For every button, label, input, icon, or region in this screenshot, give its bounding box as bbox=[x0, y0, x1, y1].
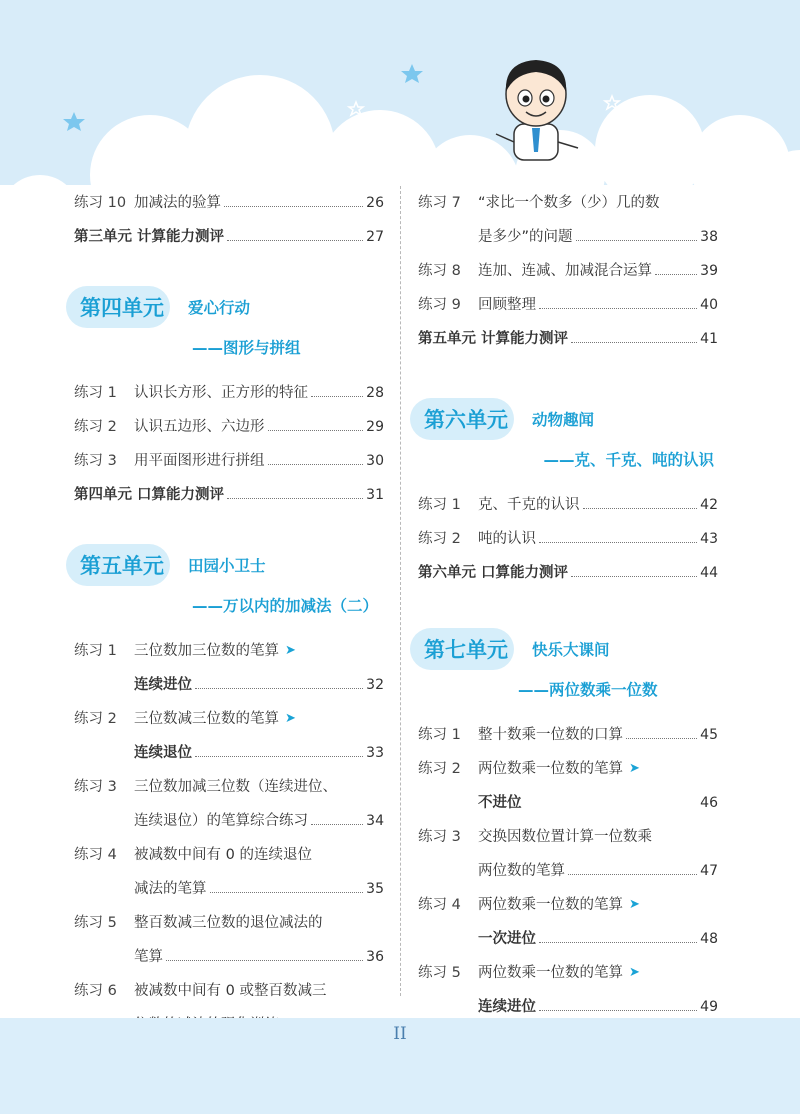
toc-entry[interactable] bbox=[74, 444, 384, 478]
dot-leader bbox=[268, 430, 364, 431]
toc-entry[interactable] bbox=[74, 410, 384, 444]
toc-entry[interactable] bbox=[74, 906, 384, 940]
exercise-title: 克、千克的认识 bbox=[478, 497, 580, 513]
toc-entry[interactable] bbox=[74, 702, 384, 736]
unit-test-entry[interactable] bbox=[74, 220, 384, 254]
exercise-label: 练习 9 bbox=[418, 297, 461, 313]
unit-badge: 第七单元 bbox=[418, 630, 518, 668]
exercise-title: 加减法的验算 bbox=[134, 195, 221, 211]
page-number: 39 bbox=[700, 263, 718, 279]
exercise-label: 练习 4 bbox=[418, 897, 461, 913]
toc-entry-continuation[interactable] bbox=[74, 736, 384, 770]
unit-title: 快乐大课间 bbox=[532, 641, 610, 659]
page-number: 48 bbox=[700, 931, 718, 947]
toc-entry-continuation[interactable] bbox=[74, 804, 384, 838]
page-number: 44 bbox=[700, 565, 718, 581]
dot-leader bbox=[576, 240, 698, 241]
exercise-subtitle: 一次进位 bbox=[478, 931, 536, 947]
toc-entry[interactable] bbox=[418, 488, 718, 522]
exercise-label: 练习 3 bbox=[74, 779, 117, 795]
exercise-title: 整十数乘一位数的口算 bbox=[478, 727, 623, 743]
toc-entry[interactable] bbox=[74, 634, 384, 668]
unit-badge: 第五单元 bbox=[74, 546, 174, 584]
unit-test-title: 第六单元 口算能力测评 bbox=[418, 565, 569, 581]
exercise-title: 连加、连减、加减混合运算 bbox=[478, 263, 652, 279]
unit-test-entry[interactable] bbox=[418, 556, 718, 590]
exercise-label: 练习 2 bbox=[74, 419, 117, 435]
toc-entry[interactable] bbox=[418, 820, 718, 854]
toc-entry[interactable] bbox=[418, 718, 718, 752]
arrow-icon: ➤ bbox=[629, 897, 640, 912]
dot-leader bbox=[227, 498, 363, 499]
toc-entry[interactable] bbox=[74, 770, 384, 804]
toc-entry[interactable] bbox=[74, 838, 384, 872]
unit-test-entry[interactable] bbox=[418, 322, 718, 356]
exercise-title: 两位数乘一位数的笔算 bbox=[478, 897, 623, 913]
exercise-label: 练习 2 bbox=[418, 761, 461, 777]
exercise-label: 练习 10 bbox=[74, 195, 127, 211]
dot-leader bbox=[655, 274, 697, 275]
unit-subtitle: ——万以内的加减法（二） bbox=[192, 597, 379, 615]
exercise-subtitle: 连续进位 bbox=[134, 677, 192, 693]
toc-entry[interactable] bbox=[74, 974, 384, 1008]
exercise-title: “求比一个数多（少）几的数 bbox=[478, 195, 660, 211]
toc-entry-continuation[interactable] bbox=[418, 786, 718, 820]
page-number: 41 bbox=[700, 331, 718, 347]
unit-subtitle: ——图形与拼组 bbox=[192, 339, 301, 357]
exercise-title: 被减数中间有 0 的连续退位 bbox=[134, 847, 312, 863]
unit-badge: 第六单元 bbox=[418, 400, 518, 438]
dot-leader bbox=[571, 342, 697, 343]
exercise-label: 练习 1 bbox=[418, 497, 461, 513]
exercise-label: 练习 5 bbox=[418, 965, 461, 981]
exercise-title: 两位数乘一位数的笔算 bbox=[478, 761, 623, 777]
exercise-title: 三位数加减三位数（连续进位、 bbox=[134, 779, 337, 795]
dot-leader bbox=[583, 508, 698, 509]
dot-leader bbox=[311, 396, 363, 397]
exercise-label: 练习 1 bbox=[74, 385, 117, 401]
toc-entry-continuation[interactable] bbox=[74, 872, 384, 906]
unit-test-entry[interactable] bbox=[74, 478, 384, 512]
dot-leader bbox=[539, 1010, 697, 1011]
toc-entry[interactable] bbox=[418, 254, 718, 288]
exercise-title: 吨的认识 bbox=[478, 531, 536, 547]
exercise-title: 被减数中间有 0 或整百数减三 bbox=[134, 983, 327, 999]
exercise-title: 三位数加三位数的笔算 bbox=[134, 643, 279, 659]
page-number: 27 bbox=[366, 229, 384, 245]
dot-leader bbox=[268, 464, 364, 465]
exercise-subtitle: 不进位 bbox=[478, 795, 522, 811]
page-number: 30 bbox=[366, 453, 384, 469]
footer-page-number: II bbox=[393, 1024, 407, 1044]
page-number: 38 bbox=[700, 229, 718, 245]
toc-entry[interactable] bbox=[418, 288, 718, 322]
unit-test-title: 第三单元 计算能力测评 bbox=[74, 229, 225, 245]
exercise-title: 两位数乘一位数的笔算 bbox=[478, 965, 623, 981]
page-number: 36 bbox=[366, 949, 384, 965]
exercise-label: 练习 6 bbox=[74, 983, 117, 999]
unit-title: 爱心行动 bbox=[188, 299, 251, 317]
dot-leader bbox=[311, 824, 363, 825]
page-number: 26 bbox=[366, 195, 384, 211]
page-number: 49 bbox=[700, 999, 718, 1015]
exercise-title-cont: 是多少”的问题 bbox=[478, 229, 573, 245]
page-number: 32 bbox=[366, 677, 384, 693]
dot-leader bbox=[626, 738, 697, 739]
exercise-label: 练习 3 bbox=[418, 829, 461, 845]
dot-leader bbox=[571, 576, 697, 577]
exercise-label: 练习 8 bbox=[418, 263, 461, 279]
exercise-title-cont: 笔算 bbox=[134, 949, 163, 965]
toc-entry-continuation[interactable] bbox=[418, 922, 718, 956]
dot-leader bbox=[539, 542, 697, 543]
toc-entry-continuation[interactable] bbox=[74, 940, 384, 974]
exercise-subtitle: 连续进位 bbox=[478, 999, 536, 1015]
exercise-title-cont: 减法的笔算 bbox=[134, 881, 207, 897]
toc-entry[interactable] bbox=[74, 376, 384, 410]
dot-leader bbox=[195, 688, 363, 689]
exercise-title: 三位数减三位数的笔算 bbox=[134, 711, 279, 727]
exercise-title-cont: 连续退位）的笔算综合练习 bbox=[134, 813, 308, 829]
unit-heading bbox=[418, 396, 718, 442]
unit-subtitle: ——克、千克、吨的认识 bbox=[543, 451, 714, 469]
arrow-icon: ➤ bbox=[629, 761, 640, 776]
exercise-subtitle: 连续退位 bbox=[134, 745, 192, 761]
toc-entry[interactable] bbox=[74, 186, 384, 220]
unit-title: 田园小卫士 bbox=[188, 557, 266, 575]
page-number: 47 bbox=[700, 863, 718, 879]
unit-subtitle: ——两位数乘一位数 bbox=[518, 681, 658, 699]
exercise-title-cont: 两位数的笔算 bbox=[478, 863, 565, 879]
dot-leader bbox=[224, 206, 363, 207]
toc-entry[interactable] bbox=[418, 522, 718, 556]
page-number: 35 bbox=[366, 881, 384, 897]
exercise-label: 练习 3 bbox=[74, 453, 117, 469]
page-number: 28 bbox=[366, 385, 384, 401]
toc-entry[interactable] bbox=[418, 752, 718, 786]
toc-entry[interactable] bbox=[418, 186, 718, 220]
page-number: 42 bbox=[700, 497, 718, 513]
arrow-icon: ➤ bbox=[285, 643, 296, 658]
exercise-label: 练习 5 bbox=[74, 915, 117, 931]
unit-test-title: 第五单元 计算能力测评 bbox=[418, 331, 569, 347]
dot-leader bbox=[568, 874, 697, 875]
boy-mascot-illustration bbox=[486, 52, 586, 162]
page-number: 40 bbox=[700, 297, 718, 313]
exercise-label: 练习 4 bbox=[74, 847, 117, 863]
toc-entry-continuation[interactable] bbox=[418, 220, 718, 254]
unit-badge: 第四单元 bbox=[74, 288, 174, 326]
page-number: 31 bbox=[366, 487, 384, 503]
exercise-label: 练习 2 bbox=[418, 531, 461, 547]
toc-entry[interactable] bbox=[418, 888, 718, 922]
unit-heading bbox=[74, 284, 384, 330]
page-number: 33 bbox=[366, 745, 384, 761]
dot-leader bbox=[195, 756, 363, 757]
unit-title: 动物趣闻 bbox=[532, 411, 595, 429]
dot-leader bbox=[210, 892, 364, 893]
toc-entry[interactable] bbox=[418, 956, 718, 990]
arrow-icon: ➤ bbox=[285, 711, 296, 726]
exercise-title: 认识长方形、正方形的特征 bbox=[134, 385, 308, 401]
exercise-label: 练习 1 bbox=[74, 643, 117, 659]
unit-heading bbox=[418, 626, 718, 672]
dot-leader bbox=[539, 942, 697, 943]
toc-entry-continuation[interactable] bbox=[418, 854, 718, 888]
page-number: 46 bbox=[700, 795, 718, 811]
page-number: 29 bbox=[366, 419, 384, 435]
toc-right-column bbox=[418, 186, 718, 1024]
page-number: 34 bbox=[366, 813, 384, 829]
dot-leader bbox=[166, 960, 363, 961]
dot-leader bbox=[227, 240, 363, 241]
unit-test-title: 第四单元 口算能力测评 bbox=[74, 487, 225, 503]
page-number: 43 bbox=[700, 531, 718, 547]
dot-leader bbox=[539, 308, 697, 309]
page-number: 45 bbox=[700, 727, 718, 743]
exercise-title: 整百数减三位数的退位减法的 bbox=[134, 915, 323, 931]
unit-heading bbox=[74, 542, 384, 588]
exercise-label: 练习 2 bbox=[74, 711, 117, 727]
exercise-title: 回顾整理 bbox=[478, 297, 536, 313]
column-divider bbox=[400, 186, 401, 996]
exercise-title: 认识五边形、六边形 bbox=[134, 419, 265, 435]
toc-left-column bbox=[74, 186, 384, 1042]
exercise-label: 练习 1 bbox=[418, 727, 461, 743]
exercise-title: 用平面图形进行拼组 bbox=[134, 453, 265, 469]
arrow-icon: ➤ bbox=[629, 965, 640, 980]
exercise-title: 交换因数位置计算一位数乘 bbox=[478, 829, 652, 845]
exercise-label: 练习 7 bbox=[418, 195, 461, 211]
toc-entry-continuation[interactable] bbox=[74, 668, 384, 702]
